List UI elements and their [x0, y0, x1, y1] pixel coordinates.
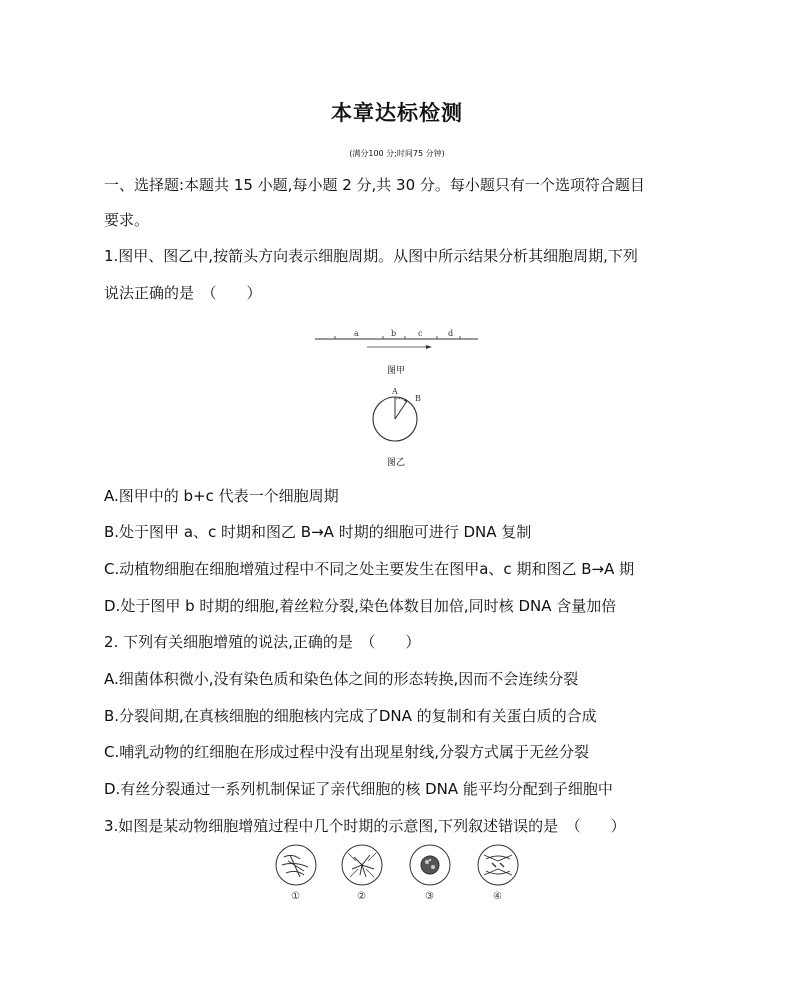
q2-option-b: B.分裂间期,在真核细胞的细胞核内完成了DNA 的复制和有关蛋白质的合成 [104, 707, 597, 725]
cell-label-4: ④ [493, 891, 502, 902]
q2-option-c: C.哺乳动物的红细胞在形成过程中没有出现星射线,分裂方式属于无丝分裂 [104, 743, 590, 761]
q1-stem-line-2: 说法正确的是 （ ） [104, 284, 262, 302]
fig-b-label-A: A [392, 387, 398, 396]
fig-a-label-c: c [418, 329, 423, 338]
page-subtitle: (满分100 分;时间75 分钟) [349, 149, 445, 158]
cell-diagram-4 [478, 845, 518, 885]
q1-option-a: A.图甲中的 b+c 代表一个细胞周期 [104, 487, 339, 505]
q1-option-c: C.动植物细胞在细胞增殖过程中不同之处主要发生在图甲a、c 期和图乙 B→A 期 [104, 560, 635, 578]
cell-label-2: ② [357, 891, 366, 902]
section-instruction-line-1: 一、选择题:本题共 15 小题,每小题 2 分,共 30 分。每小题只有一个选项符合题目 [104, 176, 645, 194]
q1-figure-a [310, 326, 485, 354]
fig-a-label-b: b [391, 329, 397, 338]
q2-option-d: D.有丝分裂通过一系列机制保证了亲代细胞的核 DNA 能平均分配到子细胞中 [104, 780, 613, 798]
section-instruction-line-2: 要求。 [104, 211, 150, 229]
cell-diagram-2 [342, 845, 382, 885]
q1-figure-b [360, 383, 430, 445]
q1-figure-b-caption: 图乙 [387, 458, 406, 468]
fig-a-label-a: a [354, 329, 359, 338]
cell-diagram-1 [276, 845, 316, 885]
q3-cell-figures [270, 843, 530, 903]
q1-stem-line-1: 1.图甲、图乙中,按箭头方向表示细胞周期。从图中所示结果分析其细胞周期,下列 [104, 247, 638, 265]
q1-option-d: D.处于图甲 b 时期的细胞,着丝粒分裂,染色体数目加倍,同时核 DNA 含量加倍 [104, 597, 617, 615]
cell-diagram-3 [410, 845, 450, 885]
cell-label-1: ① [291, 891, 300, 902]
q1-option-b: B.处于图甲 a、c 时期和图乙 B→A 时期的细胞可进行 DNA 复制 [104, 523, 532, 541]
cell-label-3: ③ [425, 891, 434, 902]
q2-stem: 2. 下列有关细胞增殖的说法,正确的是 （ ） [104, 633, 421, 651]
page-title: 本章达标检测 [331, 101, 463, 125]
q3-stem: 3.如图是某动物细胞增殖过程中几个时期的示意图,下列叙述错误的是 （ ） [104, 817, 626, 835]
fig-b-label-B: B [415, 394, 421, 403]
q1-figure-a-caption: 图甲 [387, 366, 406, 376]
fig-a-label-d: d [448, 329, 454, 338]
q2-option-a: A.细菌体积微小,没有染色质和染色体之间的形态转换,因而不会连续分裂 [104, 670, 579, 688]
